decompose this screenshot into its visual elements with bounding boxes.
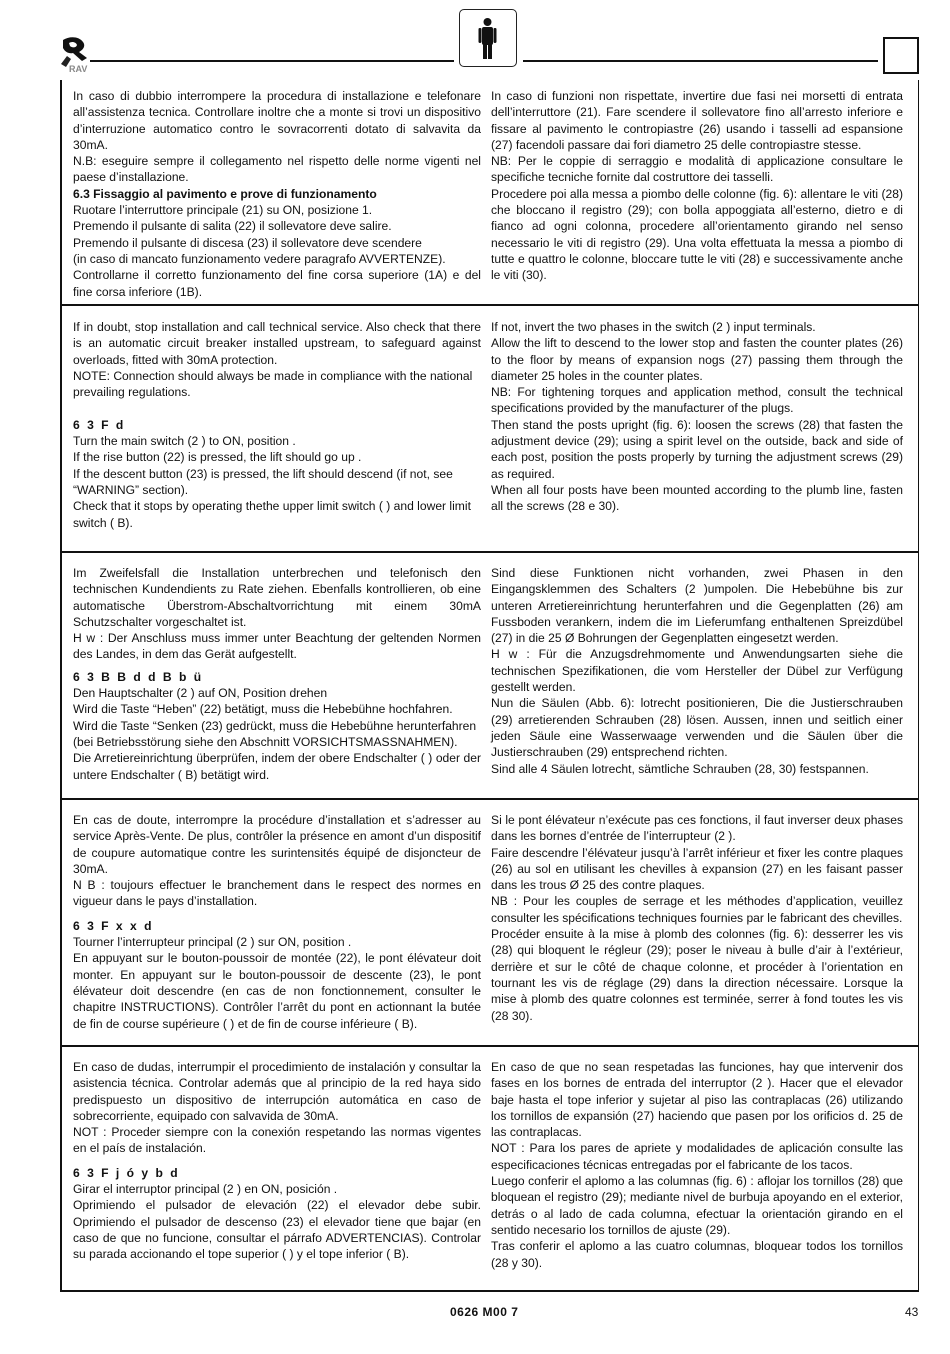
section-heading: 6 3 F d: [73, 417, 124, 432]
note-paragraph: N B : toujours effectuer le branchement dans le respect des normes en vigueur dans le pays d’installation.: [73, 878, 481, 909]
paragraph: In caso di dubbio interrompere la procedura di installazione e telefonare all’assistenza tecnica. Controllare inoltre che a monte si trovi un dispositivo d’interruzione automatico contro le sovracorrenti dotato di salvavita da 30mA.: [73, 89, 481, 152]
section-spanish-right: [491, 1059, 903, 1271]
paragraph: Si le pont élévateur n’exécute pas ces fonctions, il faut inverser deux phases dans les bornes d’entrée de l’interrupteur (2 ).: [491, 813, 903, 844]
section-german-right: [491, 565, 903, 777]
paragraph: Wird die Taste “Heben” (22) betätigt, muss die Hebebühne hochfahren.: [73, 702, 453, 717]
note-paragraph: NOT : Proceder siempre con la conexión respetando las normas vigentes en el país de instalación.: [73, 1125, 481, 1156]
paragraph: Then stand the posts upright (fig. 6): loosen the screws (28) that fasten the adjustment device (29); using a spirit level on the outside, back and side of each post, position the posts properly by turning the adjustment screws (29) as required.: [491, 417, 903, 481]
paragraph: Turn the main switch (2 ) to ON, position .: [73, 434, 296, 449]
note-paragraph: NB: For tightening torques and application method, consult the technical specifications provided by the manufacturer of the plugs.: [491, 385, 903, 416]
section-divider: [60, 304, 919, 306]
section-english-left: [73, 319, 481, 531]
section-divider: [60, 551, 919, 553]
paragraph: Den Hauptschalter (2 ) auf ON, Position drehen: [73, 686, 328, 701]
note-paragraph: NOT : Para los pares de apriete y modalidades de aplicación consulte las especificaciones técnicas entregadas por el fabricante de los tacos.: [491, 1141, 903, 1172]
spacer: [73, 400, 481, 416]
paragraph: If not, invert the two phases in the switch (2 ) input terminals.: [491, 320, 816, 334]
paragraph: En appuyant sur le bouton-poussoir de montée (22), le pont élévateur doit monter. En appuyant sur le bouton-poussoir de descente (23), le pont élévateur doit descendre (en cas de non fonctionnement, consulter le chapitre INSTRUCTIONS). Contrôler l’arrêt du pont en actionnant la butée de fin de course supérieure ( ) et de fin de course inférieure ( B).: [73, 951, 481, 1031]
header-rule-left: [90, 60, 454, 62]
note-paragraph: N.B: eseguire sempre il collegamento nel rispetto delle norme vigenti nel paese d’installazione.: [73, 154, 481, 185]
paragraph: Check that it stops by operating thethe upper limit switch ( ) and lower limit switch ( B).: [73, 499, 471, 530]
person-standing-icon: [459, 9, 517, 67]
paragraph: If the descent button (23) is pressed, the lift should descend (if not, see “WARNING” section).: [73, 466, 453, 497]
note-paragraph: NOTE: Connection should always be made in compliance with the national prevailing regulations.: [73, 368, 473, 400]
section-divider: [60, 1045, 919, 1047]
paragraph: Sind alle 4 Säulen lotrecht, sämtliche Schrauben (28, 30) festspannen.: [491, 761, 869, 776]
paragraph: Controllarne il corretto funzionamento del fine corsa superiore (1A) e del fine corsa inferiore (1B).: [73, 268, 481, 299]
section-italian-right: [491, 88, 903, 284]
section-italian-left: [73, 88, 481, 300]
paragraph: En caso de que no sean respetadas las funciones, hay que intervenir dos fases en los bornes de entrada del interruptor (2 ). Hacer que el elevador baje hasta el tope inferior y sujetar al piso las contraplacas (26) utilizando los tornillos de expansión (27) haciendo que pasen por los orificios d. 25 de las contraplacas.: [491, 1060, 903, 1140]
paragraph: Allow the lift to descend to the lower stop and fasten the counter plates (26) to the floor by means of expansion nogs (27) passing them through the diameter 25 holes in the counter plates.: [491, 336, 903, 383]
section-heading: 6 3 B B d d B b ü: [73, 669, 202, 684]
spacer: [73, 910, 481, 918]
paragraph: Procedere poi alla messa a piombo delle colonne (fig. 6): allentare le viti (28) che bloccano il registro (29); con bolla appoggiata all’esterno, dietro e di fianco ad ogni colonna, procedere all’orientamento girando nel senso necessario le viti di registro (29). Una volta effettuata la messa a piombo di tutte e quattro le colonne, bloccare tutte le viti (28) e successivamente anche le viti (30).: [491, 186, 903, 283]
paragraph: Sind diese Funktionen nicht vorhanden, zwei Phasen in den Eingangsklemmen des Schalters (2 )umpolen. Die Hebebühne bis zur unteren Arretiereinrichtung herunterfahren und die Gegenplatten (26) am Fussboden verankern, indem die im Lieferumfang enthaltenen Spreizdübel (27) in die 25 Ø Bohrungen der Gegenplatten eingesetzt werden.: [491, 566, 903, 646]
header-rule-right: [523, 60, 878, 62]
paragraph: Tras conferir el aplomo a las cuatro columnas, bloquear todos los tornillos (28 y 30).: [491, 1239, 903, 1270]
paragraph: Premendo il pulsante di discesa (23) il sollevatore deve scendere: [73, 235, 422, 250]
corner-mark-box: [883, 37, 919, 74]
paragraph: Premendo il pulsante di salita (22) il sollevatore deve salire.: [73, 219, 392, 234]
manufacturer-logo-icon: [55, 34, 97, 76]
document-code: 0626 M00 7: [450, 1305, 519, 1319]
paragraph: En caso de dudas, interrumpir el procedimiento de instalación y consultar la asistencia técnica. Controlar además que al principio de la red haya sido predispuesto un dispositivo de interrupción automática en caso de sobrecorriente, equipado con salvavida de 30mA.: [73, 1060, 481, 1123]
note-paragraph: NB: Per le coppie di serraggio e modalità di applicazione consultare le specifiche tecniche fornite dal costruttore dei tasselli.: [491, 154, 903, 185]
paragraph: Faire descendre l’élévateur jusqu’à l’arrêt inférieur et fixer les contre plaques (26) au sol en utilisant les chevilles à expansion (27) en les faisant passer dans les trous Ø 25 des contre plaques.: [491, 845, 903, 893]
paragraph: Wird die Taste “Senken (23) gedrückt, muss die Hebebühne herunterfahren: [73, 718, 477, 733]
section-french-right: [491, 812, 903, 1024]
paragraph: Girar el interruptor principal (2 ) en ON, posición .: [73, 1182, 338, 1197]
section-divider: [60, 798, 919, 800]
section-german-left: [73, 565, 481, 783]
note-paragraph: H w : Für die Anzugsdrehmomente und Anwendungsarten siehe die technischen Spezifikationen, die vom Hersteller der Dübel zur Verfügung gestellt werden.: [491, 647, 903, 695]
paragraph: When all four posts have been mounted according to the plumb line, fasten all the screws (28 e 30).: [491, 482, 903, 514]
paragraph: Die Arretiereinrichtung überprüfen, indem der obere Endschalter ( ) oder der untere Endschalter ( B) betätigt wird.: [73, 751, 481, 782]
section-heading: 6 3 F x x d: [73, 918, 152, 933]
paragraph: If the rise button (22) is pressed, the lift should go up .: [73, 450, 362, 465]
paragraph: Procéder ensuite à la mise à plomb des colonnes (fig. 6): desserrer les vis (28) qui bloquent le régleur (29); poser le niveau à bulle d’air à l’extérieur, derrière et sur le côté de chaque colonne, et procéder à l’orientation en tournant les vis de réglage (29) dans la direction nécessaire. Lorsque la mise à plomb des quatre colonnes est terminée, serrer à fond toutes les vis (28 30).: [491, 927, 903, 1023]
section-heading: 6 3 F j ó y b d: [73, 1165, 178, 1180]
paragraph: Luego conferir el aplomo a las columnas (fig. 6) : aflojar los tornillos (28) que bloquean el registro (29); mediante nivel de burbuja apoyando en el exterior, detrás o al lado de cada columna, efectuar la orientación girando en el sentido necesario los tornillos de ajuste (29).: [491, 1174, 903, 1237]
paragraph: Nun die Säulen (Abb. 6): lotrecht positionieren, Die die Justierschrauben (29) arretierenden Schrauben (28) lösen. Aussen, innen und seitlich einer jeden Säule eine Wasserwaage verwenden und die Säulen über die Justierschrauben (29) entsprechend richten.: [491, 696, 903, 760]
note-paragraph: NB : Pour les couples de serrage et les méthodes d’application, veuillez consulter les spécifications techniques fournies par le fabricant des chevilles.: [491, 894, 903, 925]
paragraph: (bei Betriebsstörung siehe den Abschnitt VORSICHTSMASSNAHMEN).: [73, 734, 458, 749]
paragraph: Ruotare l’interruttore principale (21) su ON, posizione 1.: [73, 203, 373, 218]
note-paragraph: H w : Der Anschluss muss immer unter Beachtung der geltenden Normen des Landes, in dem das Gerät aufgestellt.: [73, 631, 481, 662]
paragraph: (in caso di mancato funzionamento vedere paragrafo AVVERTENZE).: [73, 251, 446, 266]
section-heading: 6.3 Fissaggio al pavimento e prove di funzionamento: [73, 186, 377, 201]
svg-text:RAV: RAV: [69, 64, 88, 74]
page-number: 43: [905, 1305, 919, 1319]
paragraph: Tourner l’interrupteur principal (2 ) sur ON, position .: [73, 935, 352, 950]
paragraph: In caso di funzioni non rispettate, invertire due fasi nei morsetti di entrata dell’interruttore (21). Fare scendere il sollevatore fino all’arresto inferiore e fissare al pavimento le contropiastre (26) usando i tasselli ad espansione (27) facendoli passare dai fori diametro 25 delle contropiastre stesse.: [491, 89, 903, 152]
section-french-left: [73, 812, 481, 1032]
section-english-right: [491, 319, 903, 515]
paragraph: If in doubt, stop installation and call technical service. Also check that there is an automatic circuit breaker installed upstream, to safeguard against overloads, fitted with 30mA protection.: [73, 320, 481, 367]
paragraph: En cas de doute, interrompre la procédure d’installation et s’adresser au service Après-Vente. De plus, contrôler la présence en amont d’un dispositif de coupure automatique contre les surintensités équipé de disjoncteur de 30mA.: [73, 813, 481, 876]
spacer: [73, 1157, 481, 1165]
paragraph: Oprimiendo el pulsador de elevación (22) el elevador debe subir. Oprimiendo el pulsador de descenso (23) el elevador tiene que bajar (en caso de que no funcione, consultar el párrafo ADVERTENCIAS). Controlar su parada accionando el tope superior ( ) y el tope inferior ( B).: [73, 1198, 481, 1262]
paragraph: Im Zweifelsfall die Installation unterbrechen und telefonisch den technischen Kundendients zu Rate ziehen. Ebenfalls kontrollieren, ob eine automatische Überstrom-Abschaltvorrichtung mit einem 30mA Schutzschalter vorgeschaltet ist.: [73, 566, 481, 629]
section-spanish-left: [73, 1059, 481, 1263]
